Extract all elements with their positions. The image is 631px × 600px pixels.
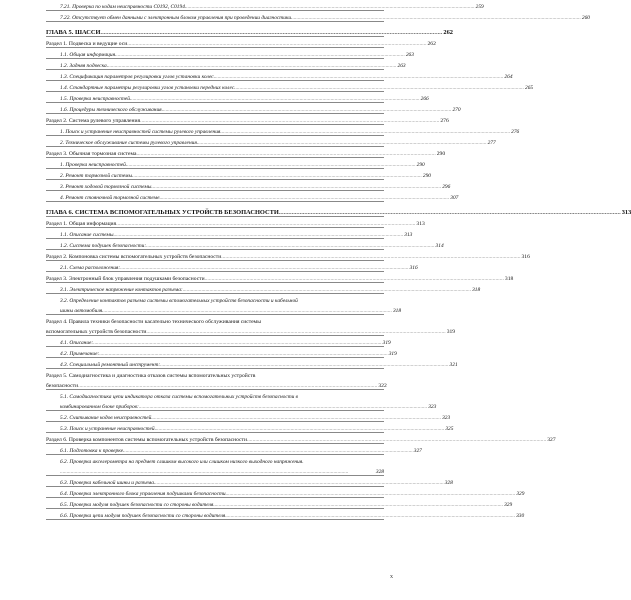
leader-dots bbox=[78, 383, 377, 389]
toc-entry-title: 6.5. Проверка модуля подушек безопасности со стороны водителя. bbox=[60, 502, 215, 508]
toc-entry-title: 1.5. Проверка неисправностей. bbox=[60, 96, 132, 102]
toc-entry-title: 4.2. Примечание: bbox=[60, 351, 100, 357]
leader-dots bbox=[236, 85, 524, 91]
toc-entry[interactable] bbox=[46, 0, 484, 11]
toc-entry[interactable] bbox=[46, 444, 422, 455]
toc-entry[interactable] bbox=[46, 11, 590, 22]
leader-dots bbox=[124, 448, 412, 454]
toc-page-number: 329 bbox=[504, 502, 513, 508]
toc-entry-title: ГЛАВА 6. СИСТЕМА ВСПОМОГАТЕЛЬНЫХ УСТРОЙСТВ БЕЗОПАСНОСТИ bbox=[46, 209, 279, 216]
toc-page-number: 323 bbox=[428, 404, 437, 410]
toc-page-number: 290 bbox=[422, 173, 431, 179]
toc-page-number: 318 bbox=[504, 276, 514, 282]
toc-page-number: 328 bbox=[444, 480, 453, 486]
leader-dots bbox=[155, 480, 443, 486]
toc-page-number: 327 bbox=[413, 448, 422, 454]
toc-entry[interactable] bbox=[46, 487, 525, 498]
leader-dots bbox=[120, 265, 408, 271]
leader-dots bbox=[163, 107, 451, 113]
toc-page-number: 276 bbox=[440, 118, 449, 124]
toc-page-number: 328 bbox=[375, 469, 384, 475]
toc-entry[interactable] bbox=[46, 169, 431, 180]
toc-entry-title: 6.2. Проверка акселерометра на предмет слишком высокого или слишком низкого выходного напряжения. bbox=[60, 459, 304, 465]
toc-page-number: 263 bbox=[405, 52, 414, 58]
leader-dots bbox=[146, 243, 434, 249]
toc-entry[interactable] bbox=[46, 114, 449, 125]
toc-entry[interactable] bbox=[46, 158, 425, 169]
toc-page-number: 319 bbox=[446, 329, 456, 335]
toc-page-number: 265 bbox=[525, 85, 534, 91]
toc-page-number: 262 bbox=[443, 29, 453, 36]
toc-entry-title: 2.1. Схема расположения: bbox=[60, 265, 121, 271]
toc-entry[interactable] bbox=[46, 347, 397, 358]
toc-entry[interactable] bbox=[46, 433, 556, 444]
toc-entry-title: комбинированном блоке приборов: bbox=[60, 404, 139, 410]
toc-entry[interactable] bbox=[46, 455, 384, 476]
toc-page-number: 325 bbox=[445, 426, 454, 432]
toc-entry-title: 2. Техническое обслуживание системы рулевого управления. bbox=[60, 140, 199, 146]
leader-dots bbox=[60, 469, 375, 475]
toc-entry-title: 6.4. Проверка электронного блока управления подушками безопасности. bbox=[60, 491, 227, 497]
toc-page-number: 319 bbox=[382, 340, 391, 346]
toc-page-number: 329 bbox=[516, 491, 525, 497]
toc-entry[interactable] bbox=[46, 476, 453, 487]
leader-dots bbox=[279, 209, 621, 216]
toc-entry-title: 1.2. Система подушек безопасности: bbox=[60, 243, 147, 249]
leader-dots bbox=[153, 415, 441, 421]
toc-entry-title: 1.2. Задняя подвеска. bbox=[60, 63, 109, 69]
leader-dots bbox=[116, 221, 415, 227]
toc-page-number: 270 bbox=[452, 107, 461, 113]
toc-entry[interactable] bbox=[46, 48, 414, 59]
toc-entry[interactable] bbox=[46, 358, 458, 369]
toc-entry[interactable] bbox=[46, 369, 387, 390]
toc-entry[interactable] bbox=[46, 37, 436, 48]
toc-page-number: 318 bbox=[472, 287, 481, 293]
toc-page-number: 327 bbox=[547, 437, 556, 443]
toc-page-number: 307 bbox=[450, 195, 459, 201]
leader-dots bbox=[156, 426, 444, 432]
toc-entry-title: 3.2. Определение контактов разъема системы вспомогательных устройств безопасности и кабельной bbox=[60, 298, 298, 304]
toc-entry[interactable] bbox=[46, 250, 530, 261]
toc-entry-title: вспомогательных устройств безопасности bbox=[46, 329, 147, 335]
leader-dots bbox=[131, 96, 419, 102]
toc-entry[interactable] bbox=[46, 136, 496, 147]
toc-page-number: 259 bbox=[475, 4, 484, 10]
leader-dots bbox=[139, 404, 427, 410]
toc-entry[interactable] bbox=[46, 81, 534, 92]
toc-entry-title: 5.1. Самодиагностика цепи индикатора отказа системы вспомогательных устройств безопасности в bbox=[60, 394, 298, 400]
toc-entry-title: 6.1. Подготовка к проверке. bbox=[60, 448, 125, 454]
leader-dots bbox=[104, 308, 392, 314]
toc-entry-title: 2. Ремонт тормозной системы. bbox=[60, 173, 134, 179]
toc-entry-title: 4.3. Специальный ремонтный инструмент: bbox=[60, 362, 161, 368]
toc-page-number: 316 bbox=[409, 265, 418, 271]
toc-entry[interactable] bbox=[46, 294, 402, 315]
leader-dots bbox=[133, 173, 421, 179]
toc-page-number: 323 bbox=[442, 415, 451, 421]
toc-entry-title: ГЛАВА 5. ШАССИ bbox=[46, 29, 101, 36]
toc-entry-title: Раздел 3. Обычная тормозная система bbox=[46, 151, 137, 157]
toc-entry[interactable] bbox=[46, 22, 453, 37]
toc-page-number: 314 bbox=[435, 243, 444, 249]
leader-dots bbox=[93, 340, 381, 346]
toc-entry[interactable] bbox=[46, 70, 513, 81]
toc-entry[interactable] bbox=[46, 411, 451, 422]
leader-dots bbox=[136, 151, 435, 157]
toc-entry-title: Раздел 6. Проверка компонентов системы вспомогательных устройств безопасности bbox=[46, 437, 247, 443]
leader-dots bbox=[292, 15, 580, 21]
toc-page-number: 322 bbox=[378, 383, 387, 389]
toc-entry[interactable] bbox=[46, 509, 525, 520]
toc-page-number: 319 bbox=[388, 351, 397, 357]
toc-entry-title: шины автомобиля. bbox=[60, 308, 104, 314]
leader-dots bbox=[227, 491, 515, 497]
toc-page-number: 266 bbox=[420, 96, 429, 102]
page-number: x bbox=[390, 574, 393, 580]
toc-entry-title: 4. Ремонт стояночной тормозной системе. bbox=[60, 195, 161, 201]
toc-page-number: 263 bbox=[397, 63, 406, 69]
toc-entry-title: 1. Поиск и устранение неисправностей системы рулевого управления. bbox=[60, 129, 222, 135]
toc-page-number: 290 bbox=[416, 162, 425, 168]
leader-dots bbox=[115, 232, 403, 238]
toc-entry[interactable] bbox=[46, 422, 454, 433]
toc-entry[interactable] bbox=[46, 283, 481, 294]
toc-entry-title: 1.1. Описание системы. bbox=[60, 232, 115, 238]
leader-dots bbox=[227, 513, 515, 519]
toc-page-number: 264 bbox=[504, 74, 513, 80]
leader-dots bbox=[222, 129, 510, 135]
leader-dots bbox=[183, 287, 471, 293]
leader-dots bbox=[215, 502, 503, 508]
toc-entry-title: 5.3. Поиск и устранение неисправностей. bbox=[60, 426, 156, 432]
toc-entry-title: Раздел 2. Система рулевого управления bbox=[46, 118, 141, 124]
toc-entry[interactable] bbox=[46, 180, 451, 191]
toc-entry-title: 6.3. Проверка кабельной шины и разъема. bbox=[60, 480, 156, 486]
toc-entry-title: Раздел 2. Компоновка системы вспомогательных устройств безопасности bbox=[46, 254, 222, 260]
toc-entry-title: 1.4. Стандартные параметры регулировки углов установки передних колес. bbox=[60, 85, 236, 91]
toc-entry[interactable] bbox=[46, 261, 418, 272]
toc-page-number: 313 bbox=[621, 209, 631, 216]
table-of-contents bbox=[46, 0, 631, 520]
toc-entry-title: 1. Проверка неисправностей. bbox=[60, 162, 128, 168]
toc-entry-title: Раздел 1. Общая информация bbox=[46, 221, 117, 227]
toc-entry-title: 1.6. Процедуры технического обслуживания. bbox=[60, 107, 164, 113]
toc-page-number: 260 bbox=[581, 15, 590, 21]
toc-entry-title: 3. Ремонт ходовой тормозной системы. bbox=[60, 184, 153, 190]
toc-page-number: 316 bbox=[521, 254, 530, 260]
toc-entry-title: Раздел 4. Правила техники безопасности касательно технического обслуживания системы bbox=[46, 319, 261, 325]
leader-dots bbox=[127, 41, 426, 47]
toc-page-number: 296 bbox=[442, 184, 451, 190]
toc-entry[interactable] bbox=[46, 239, 444, 250]
toc-entry[interactable] bbox=[46, 390, 437, 411]
toc-entry[interactable] bbox=[46, 217, 425, 228]
toc-entry-title: 3.1. Электрическое напряжение контактов разъема: bbox=[60, 287, 183, 293]
toc-entry-title: 7.21. Проверка по кодам неисправности С0192, С0194. bbox=[60, 4, 187, 10]
toc-entry-title: 6.6. Проверка цепи модуля подушек безопасности со стороны водителя. bbox=[60, 513, 227, 519]
toc-entry[interactable] bbox=[46, 147, 446, 158]
toc-page-number: 262 bbox=[427, 41, 436, 47]
toc-entry-title: 7.22. Отсутствует обмен данными с электронным блоком управления при проведении диагностики. bbox=[60, 15, 293, 21]
toc-entry-title: 1.1. Общая информация. bbox=[60, 52, 117, 58]
leader-dots bbox=[127, 162, 415, 168]
leader-dots bbox=[146, 329, 445, 335]
toc-page-number: 313 bbox=[416, 221, 425, 227]
toc-entry-title: Раздел 5. Самодиагностика и диагностика отказов системы вспомогательных устройств bbox=[46, 373, 256, 379]
leader-dots bbox=[108, 63, 396, 69]
toc-entry-title: безопасности bbox=[46, 383, 79, 389]
leader-dots bbox=[153, 184, 441, 190]
toc-entry[interactable] bbox=[46, 191, 459, 202]
leader-dots bbox=[221, 254, 520, 260]
leader-dots bbox=[100, 29, 442, 36]
toc-entry-title: Раздел 1. Подвеска и ведущие оси bbox=[46, 41, 128, 47]
leader-dots bbox=[215, 74, 503, 80]
toc-entry[interactable] bbox=[46, 315, 456, 336]
toc-entry[interactable] bbox=[46, 272, 514, 283]
toc-page-number: 277 bbox=[487, 140, 496, 146]
toc-page-number: 313 bbox=[404, 232, 413, 238]
leader-dots bbox=[140, 118, 439, 124]
toc-page-number: 330 bbox=[516, 513, 525, 519]
leader-dots bbox=[186, 4, 474, 10]
toc-entry[interactable] bbox=[46, 92, 429, 103]
toc-page-number: 321 bbox=[449, 362, 458, 368]
toc-entry-title: 4.1. Описание: bbox=[60, 340, 94, 346]
toc-entry[interactable] bbox=[46, 103, 461, 114]
toc-page-number: 318 bbox=[392, 308, 402, 314]
toc-entry-title: 1.3. Спецификация параметров регулировки углов установки колес. bbox=[60, 74, 216, 80]
leader-dots bbox=[116, 52, 404, 58]
leader-dots bbox=[198, 140, 486, 146]
toc-entry[interactable] bbox=[46, 498, 513, 509]
leader-dots bbox=[99, 351, 387, 357]
toc-page-number: 290 bbox=[436, 151, 446, 157]
toc-entry[interactable] bbox=[46, 202, 631, 217]
leader-dots bbox=[160, 362, 448, 368]
toc-entry[interactable] bbox=[46, 59, 406, 70]
toc-entry-title: Раздел 3. Электронный блок управления подушками безопасности bbox=[46, 276, 205, 282]
toc-entry[interactable] bbox=[46, 336, 391, 347]
leader-dots bbox=[205, 276, 504, 282]
leader-dots bbox=[247, 437, 546, 443]
leader-dots bbox=[161, 195, 449, 201]
toc-page-number: 276 bbox=[511, 129, 520, 135]
toc-entry-title: 5.2. Считывание кодов неисправностей. bbox=[60, 415, 153, 421]
toc-entry[interactable] bbox=[46, 125, 520, 136]
toc-entry[interactable] bbox=[46, 228, 413, 239]
